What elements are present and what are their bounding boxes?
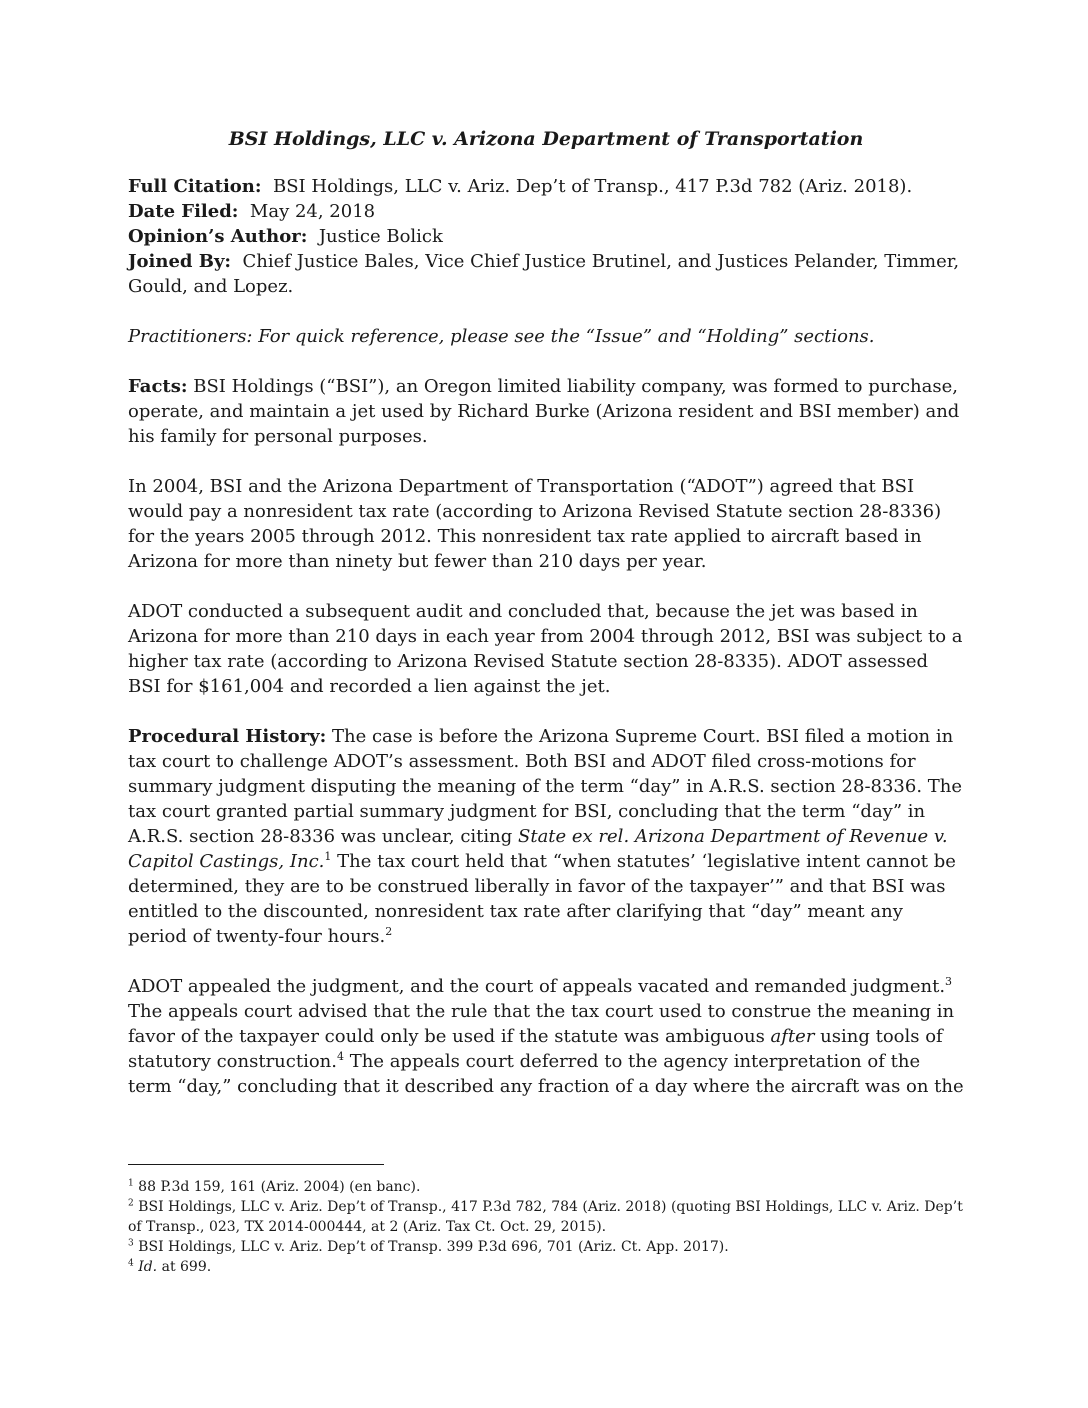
footnote-ref-1[interactable]: 1 [324,850,332,863]
footnote-2-number: 2 [128,1198,134,1209]
footnote-1-number: 1 [128,1178,134,1189]
appeal-text-1: ADOT appealed the judgment, and the court of appeals vacated and remanded judgment. [128,976,946,997]
footnote-4-id: Id. [138,1259,158,1275]
facts-paragraph-1 [128,374,964,449]
opinion-author-label: Opinion’s Author: [128,226,308,247]
practitioners-note: Practitioners: For quick reference, please see the “Issue” and “Holding” sections. [128,326,875,347]
footnote-4 [128,1257,964,1277]
footnote-ref-2[interactable]: 2 [385,925,393,938]
joined-by-value: Chief Justice Bales, Vice Chief Justice Brutinel, and Justices Pelander, Timmer, Gould, and Lopez. [128,251,960,297]
emphasis-after: after [770,1026,815,1047]
footnote-2 [128,1197,964,1237]
footnote-1-text: 88 P.3d 159, 161 (Ariz. 2004) (en banc). [133,1179,421,1195]
facts-text-1: BSI Holdings (“BSI”), an Oregon limited liability company, was formed to purchase, operate, and maintain a jet used by Richard Burke (Arizona resident and BSI member) and his family for personal purposes. [128,376,960,447]
footnote-4-text: at 699. [157,1259,212,1275]
footnote-1 [128,1177,964,1197]
procedural-text-2: The tax court held that “when statutes’ ‘legislative intent cannot be determined, they are to be construed liberally in favor of the taxpayer’” and that BSI was entitled to the discounted, nonresident tax rate after clarifying that “day” meant any period of twenty-four hours. [128,851,956,947]
full-citation-label: Full Citation: [128,176,262,197]
opinion-author-line [128,224,964,249]
case-name-citation: State ex rel. Arizona Department of Revenue v. Capitol Castings, Inc. [128,826,948,872]
footnote-divider [128,1164,384,1165]
footnote-2-text: BSI Holdings, LLC v. Ariz. Dep’t of Transp., 417 P.3d 782, 784 (Ariz. 2018) (quoting BSI Holdings, LLC v. Ariz. Dep’t of Transp., 023, TX 2014-000444, at 2 (Ariz. Tax Ct. Oct. 29, 2015). [128,1199,963,1235]
appeal-paragraph [128,974,964,1099]
appeal-text-2: The appeals court advised that the rule that the tax court used to construe the meaning in favor of the taxpayer could only be used if the statute was ambiguous [128,1001,955,1047]
footnotes-section [128,1164,964,1277]
procedural-text-1: The case is before the Arizona Supreme Court. BSI filed a motion in tax court to challenge ADOT’s assessment. Both BSI and ADOT filed cross-motions for summary judgment disputing the meaning of the term “day” in A.R.S. section 28-8336. The tax court granted partial summary judgment for BSI, concluding that the term “day” in A.R.S. section 28-8336 was unclear, citing [128,726,963,847]
facts-label: Facts: [128,376,188,397]
joined-by-line [128,249,964,299]
date-filed-line [128,199,964,224]
document-title: BSI Holdings, LLC v. Arizona Department of Transportation [228,128,864,150]
facts-paragraph-2: In 2004, BSI and the Arizona Department of Transportation (“ADOT”) agreed that BSI would pay a nonresident tax rate (according to Arizona Revised Statute section 28-8336) for the years 2005 through 2012. This nonresident tax rate applied to aircraft based in Arizona for more than ninety but fewer than 210 days per year. [128,476,942,572]
joined-by-label: Joined By: [128,251,232,272]
footnote-3-number: 3 [128,1238,134,1249]
appeal-text-4: The appeals court deferred to the agency interpretation of the term “day,” concluding that it described any fraction of a day where the aircraft was on the [128,1051,964,1097]
footnote-3 [128,1237,964,1257]
case-metadata [128,174,964,299]
procedural-history-paragraph [128,724,964,949]
footnote-ref-4[interactable]: 4 [337,1050,344,1063]
date-filed-label: Date Filed: [128,201,239,222]
facts-paragraph-3: ADOT conducted a subsequent audit and concluded that, because the jet was based in Arizona for more than 210 days in each year from 2004 through 2012, BSI was subject to a higher tax rate (according to Arizona Revised Statute section 28-8335). ADOT assessed BSI for $161,004 and recorded a lien against the jet. [128,601,963,697]
footnote-4-number: 4 [128,1258,134,1269]
appeal-text-3: using tools of statutory construction. [128,1026,943,1072]
footnote-3-text: BSI Holdings, LLC v. Ariz. Dep’t of Transp. 399 P.3d 696, 701 (Ariz. Ct. App. 2017). [133,1239,729,1255]
procedural-history-label: Procedural History: [128,726,327,747]
date-filed-value: May 24, 2018 [249,201,376,222]
full-citation-line [128,174,964,199]
document-page [128,126,964,1099]
footnote-ref-3[interactable]: 3 [945,975,953,988]
opinion-author-value: Justice Bolick [318,226,443,247]
full-citation-value: BSI Holdings, LLC v. Ariz. Dep’t of Transp., 417 P.3d 782 (Ariz. 2018). [272,176,913,197]
